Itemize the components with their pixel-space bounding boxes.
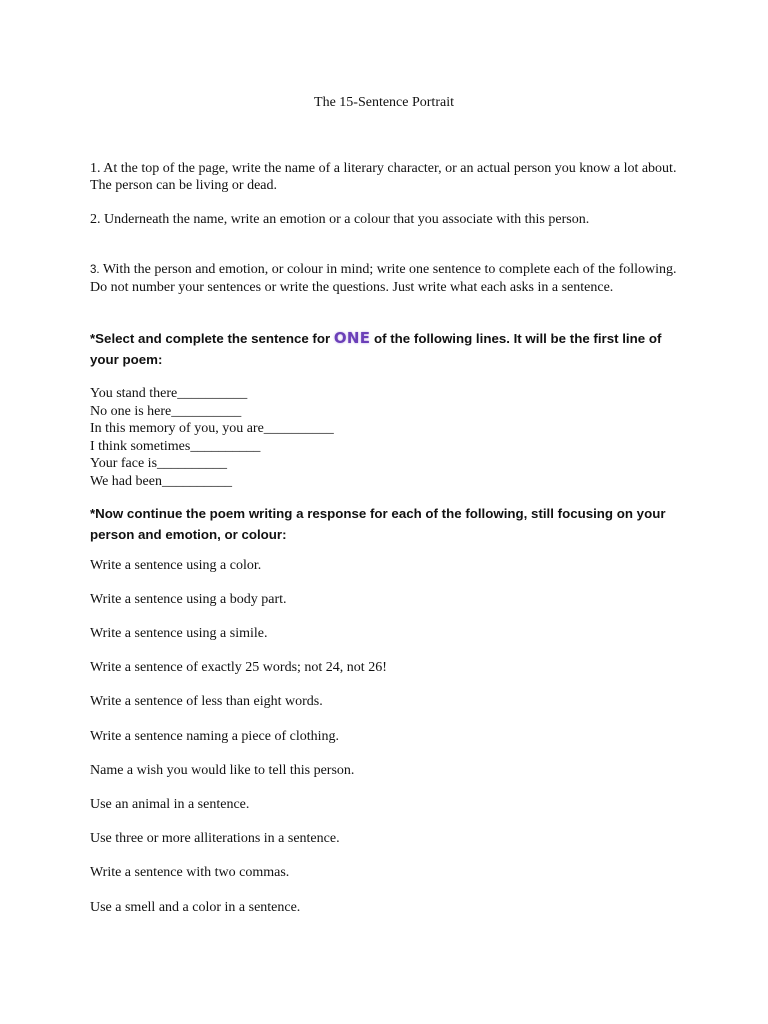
select-heading-after: of the following lines. It will be the first line of your poem: [90, 331, 662, 367]
select-heading-emphasis: ONE [333, 329, 371, 347]
prompt-item: Write a sentence naming a piece of clothing. [90, 729, 339, 744]
prompt-item: Use a smell and a color in a sentence. [90, 900, 301, 915]
prompt-item: Write a sentence using a color. [90, 558, 262, 573]
select-heading-before: *Select and complete the sentence for [90, 331, 334, 346]
first-line-option: I think sometimes__________ [90, 438, 261, 454]
first-line-option: Your face is__________ [90, 456, 228, 472]
prompt-item: Write a sentence of less than eight words. [90, 694, 323, 709]
prompt-item: Write a sentence using a simile. [90, 626, 268, 641]
prompt-item: Write a sentence using a body part. [90, 592, 287, 607]
first-line-option: You stand there__________ [90, 386, 248, 401]
first-line-option: No one is here__________ [90, 403, 242, 419]
page-title: The 15-Sentence Portrait [314, 95, 454, 110]
instruction-step-3 [90, 261, 690, 296]
prompt-item: Use an animal in a sentence. [90, 797, 250, 812]
first-line-options [90, 385, 490, 491]
step-3-number: 3. [90, 264, 100, 276]
prompt-item: Use three or more alliterations in a sentence. [90, 831, 340, 846]
first-line-option: We had been__________ [90, 473, 232, 489]
continue-poem-heading: *Now continue the poem writing a response for each of the following, still focusing on your person and emotion, or colour: [90, 506, 666, 542]
prompt-item: Write a sentence of exactly 25 words; not 24, not 26! [90, 660, 387, 675]
select-line-heading [90, 328, 690, 370]
step-3-text: With the person and emotion, or colour in mind; write one sentence to complete each of the following. Do not number your sentences or write the questions. Just write what each asks in a sentence. [90, 262, 677, 295]
instruction-step-2: 2. Underneath the name, write an emotion or a colour that you associate with this person. [90, 212, 590, 227]
prompt-item: Write a sentence with two commas. [90, 865, 290, 880]
first-line-option: In this memory of you, you are__________ [90, 421, 334, 437]
instruction-step-1: 1. At the top of the page, write the name of a literary character, or an actual person you know a lot about. The person can be living or dead. [90, 161, 677, 193]
prompt-item: Name a wish you would like to tell this person. [90, 763, 355, 778]
